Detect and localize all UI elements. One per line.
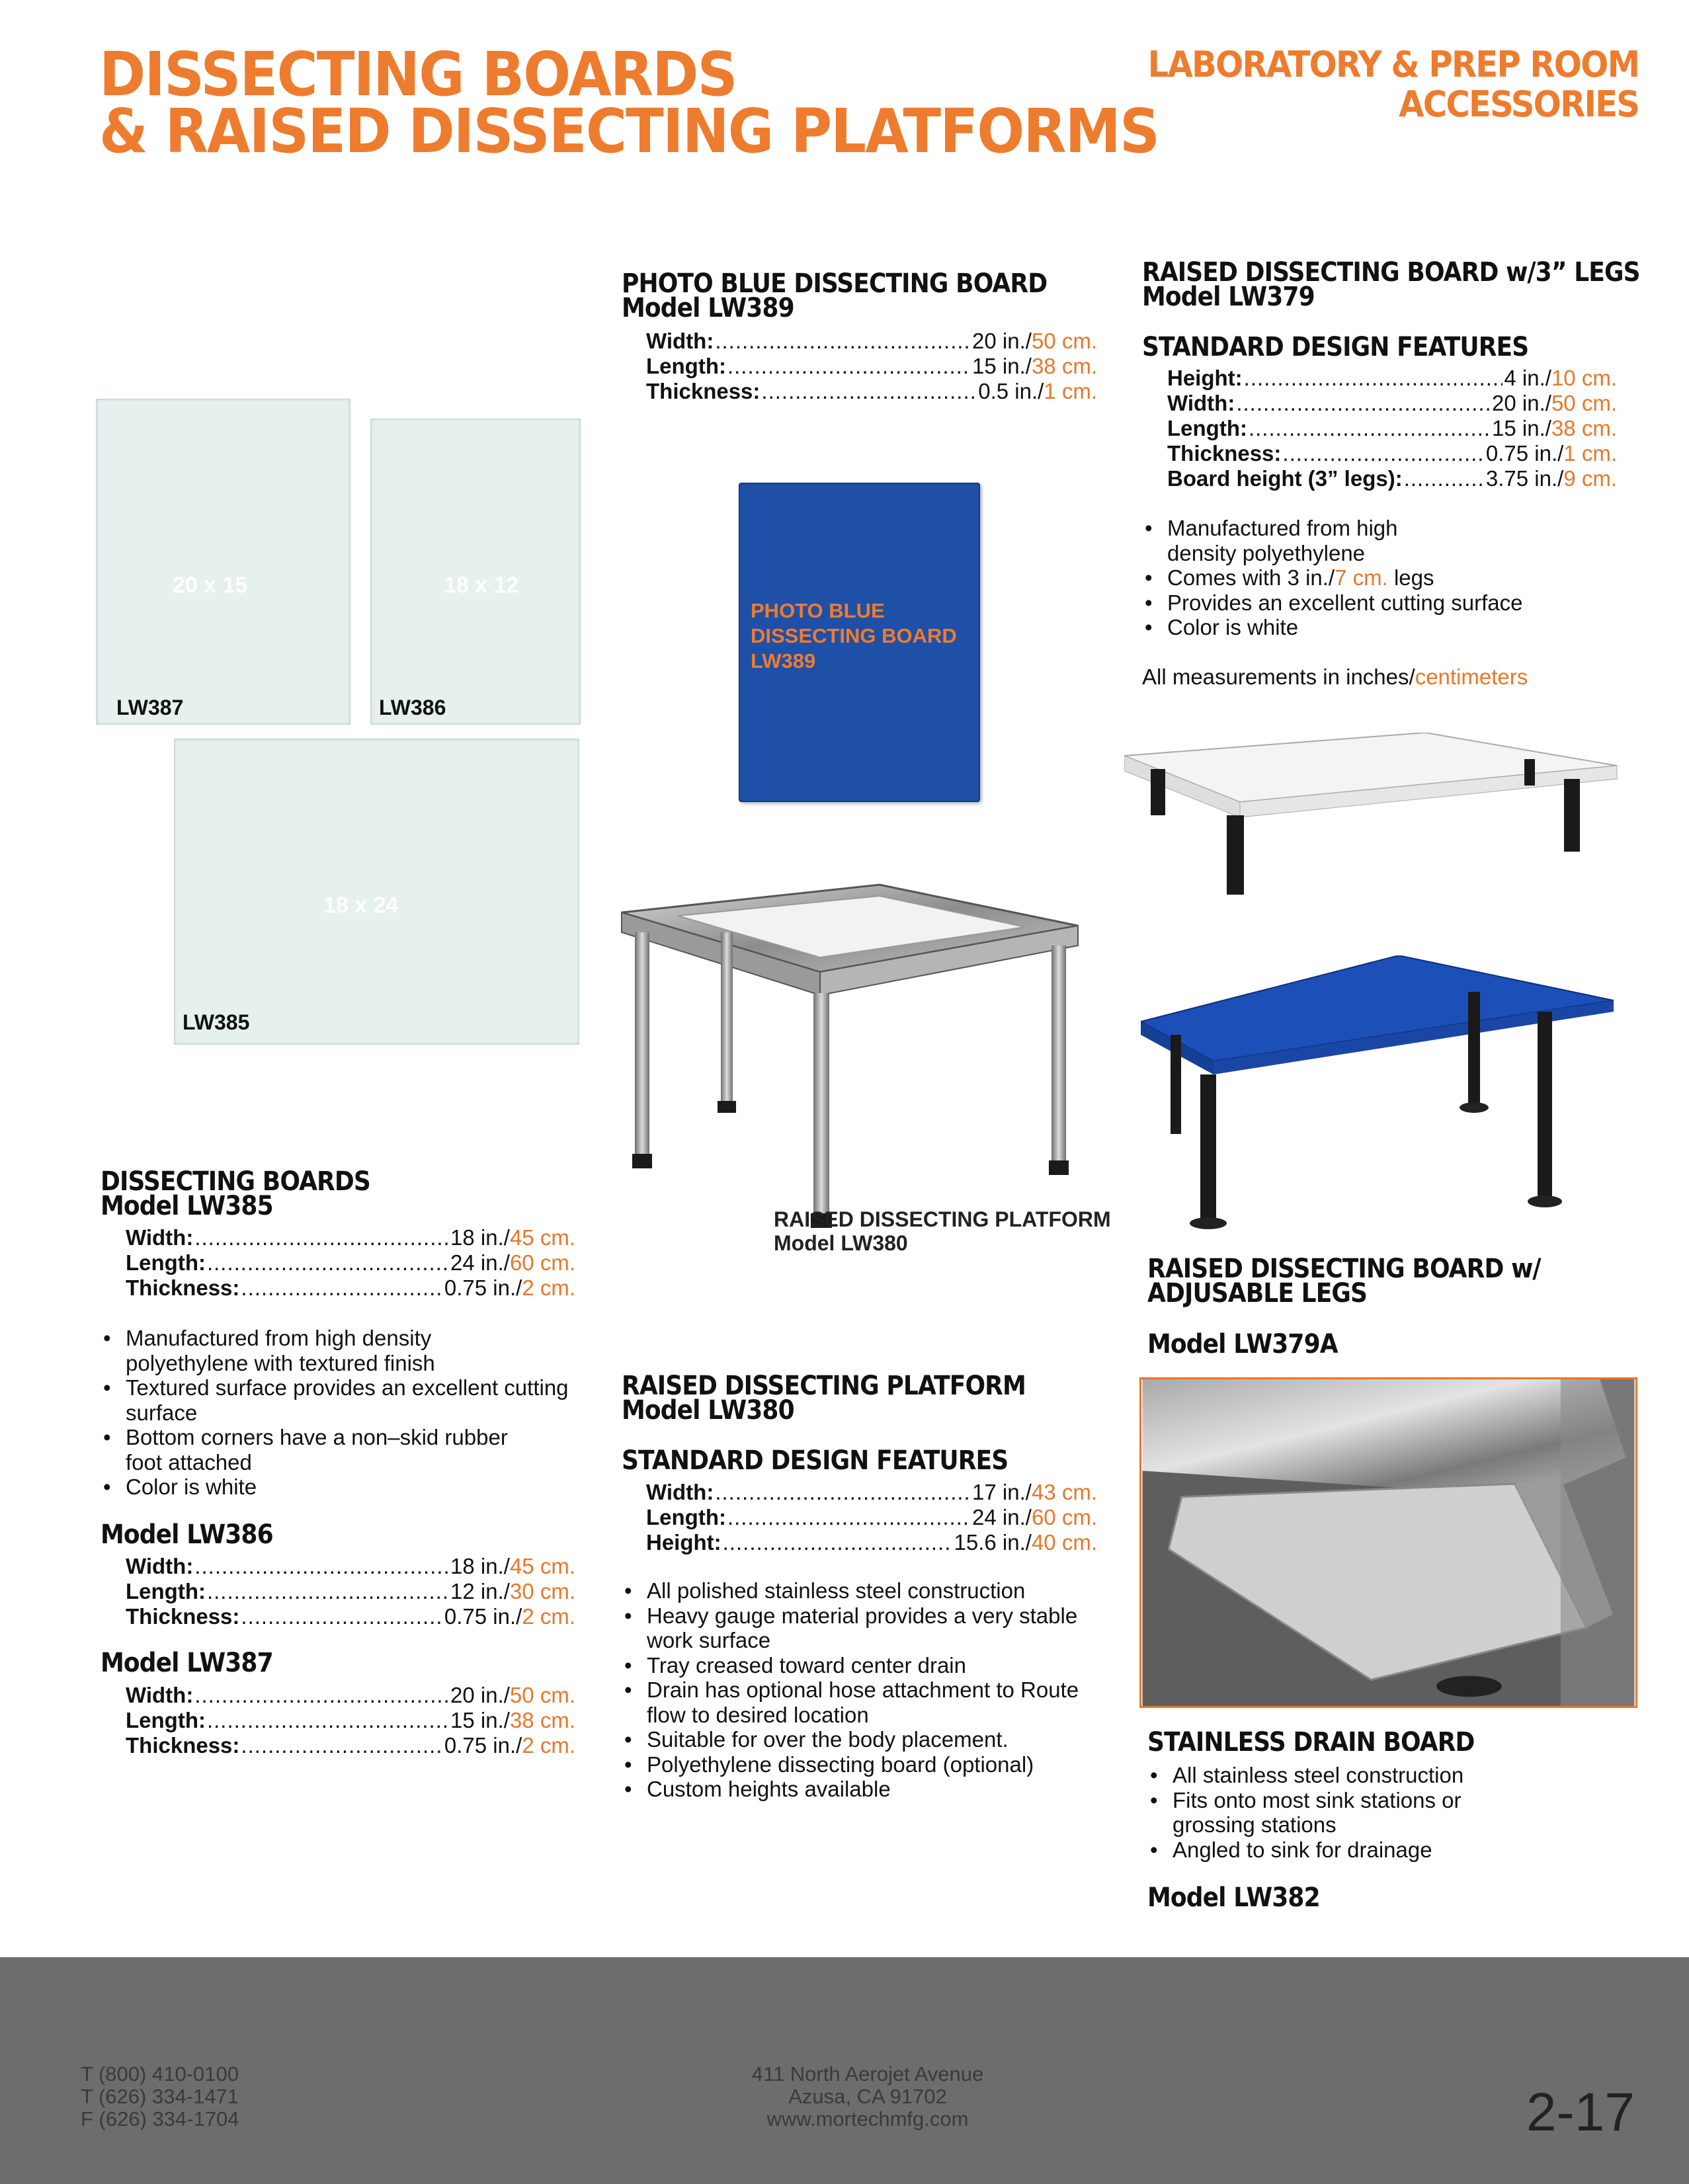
bullet-item: • Bottom corners have a non–skid rubber foot attached	[101, 1425, 511, 1475]
blue-board-text: PHOTO BLUE	[751, 599, 885, 622]
spec-row	[126, 1604, 575, 1629]
spec-label: Board height (3” legs):	[1167, 466, 1403, 491]
spec-inch: 24 in./	[972, 1505, 1032, 1529]
lw379-bullets	[1142, 516, 1592, 640]
website-link[interactable]: www.mortechmfg.com	[766, 2107, 969, 2130]
lw380-specs	[646, 1480, 1097, 1555]
spec-row	[646, 329, 1097, 354]
bullet-text: Comes with 3 in./	[1167, 565, 1335, 590]
spec-cm: 60 cm.	[509, 1250, 575, 1275]
spec-cm: 50 cm.	[509, 1683, 575, 1707]
board-image-lw385	[174, 739, 579, 1045]
platform-image-lw380	[615, 879, 1085, 1230]
contact-address	[646, 2063, 1089, 2130]
spec-label: Length:	[126, 1250, 206, 1275]
bullet-item: • Suitable for over the body placement.	[622, 1727, 1098, 1752]
bullet-item: • Textured surface provides an excellent cutting surface	[101, 1375, 577, 1425]
raised-board-image-lw379	[1124, 733, 1627, 898]
lw379-features-title: STANDARD DESIGN FEATURES	[1142, 332, 1529, 362]
spec-label: Thickness:	[126, 1604, 240, 1629]
spec-label: Length:	[126, 1579, 206, 1603]
lw389-title: PHOTO BLUE DISSECTING BOARD	[622, 268, 1048, 299]
spec-inch: 0.75 in./	[444, 1275, 522, 1300]
spec-cm: 2 cm.	[522, 1733, 575, 1758]
spec-inch: 0.75 in./	[1485, 441, 1564, 465]
spec-label: Width:	[646, 329, 714, 353]
spec-cm: 40 cm.	[1031, 1530, 1097, 1555]
spec-inch: 3.75 in./	[1485, 466, 1564, 491]
spec-label: Length:	[126, 1708, 206, 1732]
spec-cm: 45 cm.	[509, 1554, 575, 1578]
spec-row	[1167, 366, 1617, 391]
spec-row	[646, 1505, 1097, 1530]
lw379a-model: Model LW379A	[1147, 1329, 1338, 1359]
spec-row	[1167, 391, 1617, 416]
spec-row	[646, 379, 1097, 404]
board-model-label: LW385	[183, 1010, 250, 1034]
board-model-label: LW386	[379, 696, 446, 719]
board-model-label: LW387	[116, 696, 184, 719]
lw389-model: Model LW389	[622, 293, 794, 323]
spec-cm: 38 cm.	[1551, 416, 1617, 440]
raised-board-image-lw379a	[1141, 955, 1617, 1233]
page-title	[99, 39, 1159, 167]
blue-board-image	[739, 483, 980, 802]
spec-inch: 18 in./	[450, 1225, 510, 1250]
spec-inch: 15.6 in./	[954, 1530, 1032, 1555]
spec-label: Width:	[646, 1480, 714, 1504]
bullet-item	[1142, 565, 1592, 590]
bullet-item: • Heavy gauge material provides a very stable work surface	[622, 1603, 1085, 1653]
bullet-cm: 7 cm.	[1335, 565, 1388, 590]
spec-row	[646, 354, 1097, 379]
spec-row	[126, 1708, 575, 1733]
bullet-item: • Provides an excellent cutting surface	[1142, 590, 1592, 616]
spec-inch: 17 in./	[972, 1480, 1032, 1504]
spec-inch: 24 in./	[450, 1250, 510, 1275]
platform-caption	[774, 1207, 1111, 1255]
spec-label: Height:	[646, 1530, 721, 1555]
lw387-specs	[126, 1683, 575, 1758]
spec-row	[1167, 466, 1617, 491]
board-size-label: 18 x 24	[323, 893, 399, 918]
spec-inch: 15 in./	[450, 1708, 510, 1732]
lw382-bullets	[1147, 1763, 1624, 1862]
spec-row	[1167, 416, 1617, 441]
spec-inch: 0.75 in./	[444, 1604, 522, 1629]
spec-label: Thickness:	[126, 1275, 240, 1300]
measure-note-text: All measurements in inches/	[1142, 665, 1415, 689]
lw386-specs	[126, 1554, 575, 1629]
lw379-model: Model LW379	[1142, 282, 1315, 312]
measure-note-cm: centimeters	[1415, 665, 1528, 689]
bullet-item: • Manufactured from high density polyethylene	[1142, 516, 1453, 565]
category-title-line2: ACCESSORIES	[1398, 83, 1639, 125]
spec-label: Length:	[646, 1505, 726, 1529]
spec-row	[126, 1225, 575, 1250]
spec-cm: 45 cm.	[509, 1225, 575, 1250]
lw380-model: Model LW380	[622, 1395, 794, 1426]
spec-row	[126, 1250, 575, 1275]
spec-inch: 0.75 in./	[444, 1733, 522, 1758]
board-image-lw387	[96, 399, 350, 725]
bullet-item: • All polished stainless steel construction	[622, 1578, 1098, 1603]
bullet-item: • All stainless steel construction	[1147, 1763, 1624, 1788]
spec-label: Thickness:	[646, 379, 761, 403]
bullet-item: • Manufactured from high density polyethylene with textured finish	[101, 1326, 524, 1375]
spec-inch: 20 in./	[972, 329, 1032, 353]
spec-label: Width:	[126, 1554, 194, 1578]
spec-label: Thickness:	[126, 1733, 240, 1758]
platform-caption-line2: Model LW380	[774, 1231, 908, 1255]
phone-number: T (800) 410-0100	[81, 2062, 239, 2085]
lw387-model: Model LW387	[101, 1648, 273, 1678]
spec-inch: 12 in./	[450, 1579, 510, 1603]
category-title	[1147, 45, 1639, 124]
lw385-bullets	[101, 1326, 577, 1500]
lw382-title: STAINLESS DRAIN BOARD	[1147, 1727, 1475, 1758]
platform-caption-line1: RAISED DISSECTING PLATFORM	[774, 1207, 1111, 1231]
spec-inch: 20 in./	[450, 1683, 510, 1707]
spec-cm: 9 cm.	[1563, 466, 1617, 491]
bullet-item: • Custom heights available	[622, 1777, 1098, 1802]
footer	[0, 1957, 1689, 2184]
lw385-model: Model LW385	[101, 1191, 273, 1221]
spec-row	[646, 1480, 1097, 1505]
bullet-text: legs	[1387, 565, 1434, 590]
spec-row	[1167, 441, 1617, 466]
lw382-model: Model LW382	[1147, 1882, 1320, 1913]
board-size-label: 18 x 12	[444, 573, 519, 598]
fax-number: F (626) 334-1704	[81, 2107, 239, 2130]
bullet-item: • Drain has optional hose attachment to Route flow to desired location	[622, 1678, 1085, 1727]
lw385-specs	[126, 1225, 575, 1301]
board-size-label: 20 x 15	[173, 573, 248, 598]
bullet-item: • Tray creased toward center drain	[622, 1653, 1098, 1678]
spec-row	[126, 1275, 575, 1301]
blue-board-text: DISSECTING BOARD	[751, 624, 957, 647]
spec-cm: 1 cm.	[1563, 441, 1617, 465]
spec-row	[646, 1530, 1097, 1555]
drain-board-image-lw382	[1139, 1377, 1637, 1708]
spec-cm: 38 cm.	[1031, 354, 1097, 378]
spec-inch: 18 in./	[450, 1554, 510, 1578]
spec-label: Width:	[1167, 391, 1235, 415]
lw380-features-title: STANDARD DESIGN FEATURES	[622, 1445, 1009, 1476]
page-title-line2: & RAISED DISSECTING PLATFORMS	[99, 96, 1159, 167]
spec-inch: 15 in./	[972, 354, 1032, 378]
spec-label: Width:	[126, 1225, 194, 1250]
board-image-lw386	[370, 419, 581, 725]
spec-cm: 2 cm.	[522, 1275, 575, 1300]
spec-inch: 15 in./	[1492, 416, 1551, 440]
lw380-title: RAISED DISSECTING PLATFORM	[622, 1371, 1026, 1401]
measure-note	[1142, 665, 1528, 690]
bullet-item: • Angled to sink for drainage	[1147, 1838, 1624, 1863]
bullet-item: • Color is white	[101, 1475, 577, 1500]
address-line: Azusa, CA 91702	[788, 2085, 947, 2108]
spec-cm: 60 cm.	[1031, 1505, 1097, 1529]
spec-label: Length:	[646, 354, 726, 378]
spec-cm: 50 cm.	[1551, 391, 1617, 415]
lw379-specs	[1167, 366, 1617, 491]
spec-cm: 30 cm.	[509, 1579, 575, 1603]
lw389-specs	[646, 329, 1097, 404]
spec-label: Width:	[126, 1683, 194, 1707]
spec-cm: 38 cm.	[509, 1708, 575, 1732]
lw385-title: DISSECTING BOARDS	[101, 1166, 370, 1197]
blue-board-text: LW389	[751, 649, 816, 672]
spec-row	[126, 1579, 575, 1604]
spec-label: Thickness:	[1167, 441, 1282, 465]
spec-row	[126, 1554, 575, 1579]
spec-row	[126, 1733, 575, 1758]
lw379a-title-line2: ADJUSABLE LEGS	[1147, 1278, 1368, 1309]
address-line: 411 North Aerojet Avenue	[751, 2062, 984, 2085]
lw386-model: Model LW386	[101, 1519, 273, 1550]
bullet-item: • Color is white	[1142, 615, 1592, 640]
spec-cm: 43 cm.	[1031, 1480, 1097, 1504]
spec-row	[126, 1683, 575, 1708]
spec-cm: 50 cm.	[1031, 329, 1097, 353]
spec-inch: 4 in./	[1504, 366, 1551, 390]
lw379-title: RAISED DISSECTING BOARD w/3” LEGS	[1142, 257, 1640, 288]
page-title-line1: DISSECTING BOARDS	[99, 39, 737, 110]
spec-cm: 10 cm.	[1551, 366, 1617, 390]
category-title-line1: LABORATORY & PREP ROOM	[1147, 44, 1639, 85]
page-number: 2-17	[1526, 2082, 1635, 2142]
contact-phones	[81, 2063, 239, 2130]
spec-cm: 1 cm.	[1044, 379, 1097, 403]
spec-label: Length:	[1167, 416, 1247, 440]
lw379a-title-line1: RAISED DISSECTING BOARD w/	[1147, 1254, 1541, 1284]
spec-inch: 0.5 in./	[978, 379, 1044, 403]
phone-number: T (626) 334-1471	[81, 2085, 239, 2108]
lw380-bullets	[622, 1578, 1098, 1802]
spec-cm: 2 cm.	[522, 1604, 575, 1629]
bullet-item: • Fits onto most sink stations or grossing stations	[1147, 1788, 1518, 1838]
spec-label: Height:	[1167, 366, 1243, 390]
spec-inch: 20 in./	[1492, 391, 1551, 415]
bullet-item: • Polyethylene dissecting board (optional)	[622, 1752, 1098, 1777]
